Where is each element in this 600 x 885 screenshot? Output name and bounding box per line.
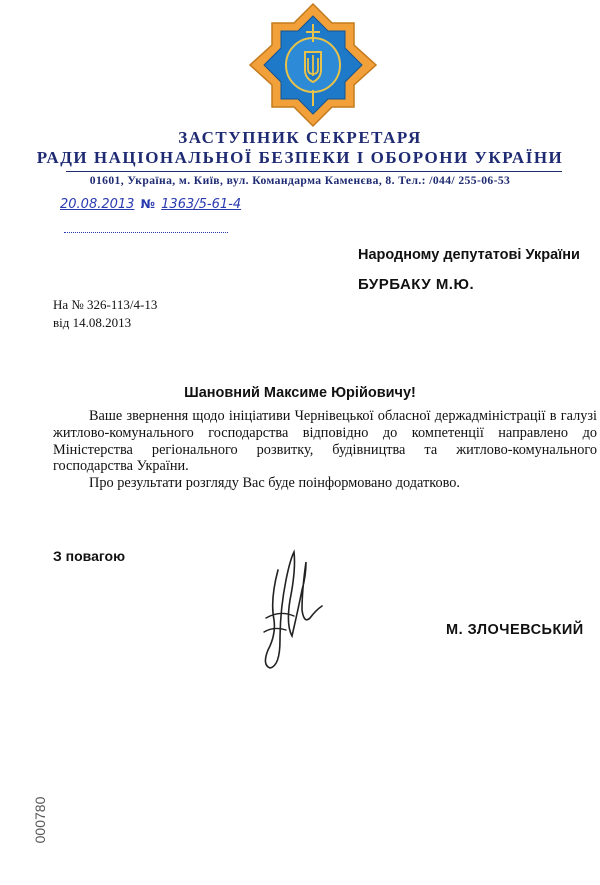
- registration-blank-line: [64, 232, 228, 233]
- body-paragraph-2: Про результати розгляду Вас буде поінформовано додатково.: [89, 475, 460, 492]
- letter-body: [53, 408, 597, 492]
- header-address: 01601, Україна, м. Київ, вул. Командарма Каменєва, 8. Тел.: /044/ 255-06-53: [89, 174, 511, 187]
- salutation: Шановний Максиме Юрійовичу!: [184, 385, 416, 401]
- registration-number: 1363/5-61-4: [161, 197, 242, 212]
- registration-stamp: [60, 197, 241, 212]
- addressee-name: БУРБАКУ М.Ю.: [358, 276, 475, 293]
- body-paragraph-1: Ваше звернення щодо ініціативи Чернівецької обласної держадміністрації в галузі житлово-комунального господарства відповідно до компетенції направлено до Міністерства регіонального розвитку, будівництва та житлово-комунального господарства України.: [53, 408, 597, 475]
- header-divider: [66, 171, 562, 172]
- addressee-title: Народному депутатові України: [358, 247, 580, 263]
- closing-regards: З повагою: [53, 548, 126, 564]
- header-title-line2: РАДИ НАЦІОНАЛЬНОЇ БЕЗПЕКИ І ОБОРОНИ УКРАЇНИ: [36, 148, 564, 167]
- signer-name: М. ЗЛОЧЕВСЬКИЙ: [446, 622, 584, 638]
- header-title-line1: ЗАСТУПНИК СЕКРЕТАРЯ: [178, 128, 422, 147]
- reference-date: від 14.08.2013: [53, 315, 132, 330]
- page-code: 000780: [32, 796, 48, 844]
- registration-date: 20.08.2013: [60, 197, 135, 212]
- registration-number-label: №: [140, 197, 156, 211]
- reference-number: На № 326-113/4-13: [53, 297, 158, 312]
- nsdc-emblem-icon: [248, 2, 378, 128]
- handwritten-signature-icon: [250, 540, 330, 675]
